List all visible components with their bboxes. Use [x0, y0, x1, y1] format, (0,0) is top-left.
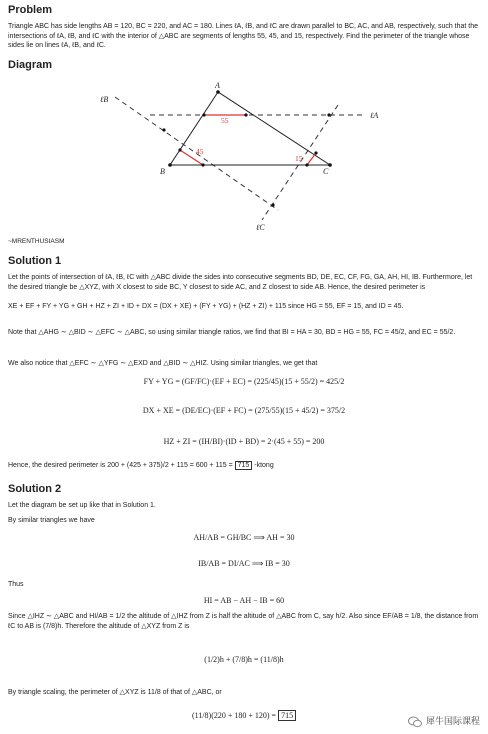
solution1-heading: Solution 1 — [8, 255, 62, 267]
point-H — [202, 113, 205, 116]
wechat-icon — [408, 716, 422, 728]
point-D — [201, 163, 204, 166]
point-B — [168, 163, 172, 167]
solution2-p3: Since △IHZ ∼ △ABC and HI/AB = 1/2 the altitude of △IHZ from Z is half the altitude of △ABC from C, say h/2. Also since EF/AB = 1/8, the distance from ℓC to AB is (7/8)h. Therefore the altitude of △XYZ from Z is — [8, 613, 479, 630]
label-lA: ℓA — [370, 111, 379, 120]
solution1-p3: Note that △AHG ∼ △BID ∼ △EFC ∼ △ABC, so using similar triangle ratios, we find that BI = HA = 30, BD = HG = 55, FC = 45/2, and EC = 55/2. — [8, 329, 456, 336]
label-C: C — [323, 167, 329, 176]
solution2-eq5-text: (11/8)(220 + 180 + 120) = — [191, 711, 277, 720]
solution2-eq2: IB/AB = DI/AC ⟹ IB = 30 — [198, 559, 290, 568]
solution2-p2: By similar triangles we have — [8, 517, 95, 524]
solution1-eq2: DX + XE = (DE/EC)·(EF + FC) = (275/55)(15 + 45/2) = 375/2 — [142, 406, 346, 415]
label-15: 15 — [295, 154, 303, 163]
point-A — [216, 90, 220, 94]
point-Y — [327, 113, 330, 116]
solution2-eq4: (1/2)h + (7/8)h = (11/8)h — [204, 655, 284, 664]
label-A: A — [215, 81, 220, 90]
point-Z — [162, 128, 165, 131]
solution2-heading: Solution 2 — [8, 483, 62, 495]
point-C — [328, 163, 332, 167]
solution2-answer-box: 715 — [278, 710, 296, 721]
solution1-author: -ktong — [254, 462, 274, 469]
point-F — [314, 151, 317, 154]
solution1-p2: XE + EF + FY + YG + GH + HZ + ZI + ID + DX = (DX + XE) + (FY + YG) + (HZ + ZI) + 115 since HG = 55, EF = 15, and ID = 45. — [8, 303, 404, 310]
diagram-credit: ~MRENTHUSIASM — [8, 238, 65, 245]
label-lC: ℓC — [256, 223, 265, 232]
solution2-eq1: AH/AB = GH/BC ⟹ AH = 30 — [193, 533, 295, 542]
watermark-text: 犀牛国际课程 — [425, 716, 480, 727]
solution2-thus: Thus — [8, 581, 24, 588]
watermark — [408, 716, 480, 728]
point-G — [244, 113, 247, 116]
solution1-eq1: FY + YG = (GF/FC)·(EF + EC) = (225/45)(15 + 55/2) = 425/2 — [143, 377, 345, 386]
label-45: 45 — [196, 147, 204, 156]
point-I — [178, 148, 181, 151]
solution2-eq3: HI = AB − AH − IB = 60 — [203, 596, 285, 605]
solution1-conclusion — [8, 461, 480, 471]
solution1-answer-box: 715 — [235, 461, 253, 470]
solution1-conclusion-text: Hence, the desired perimeter is 200 + (425 + 375)/2 + 115 = 600 + 115 = — [8, 462, 233, 469]
diagram-heading: Diagram — [8, 59, 53, 71]
solution1-p1: Let the points of intersection of ℓA, ℓB, ℓC with △ABC divide the sides into consecutive segments BD, DE, EC, CF, FG, GA, AH, HI, IB. Furthermore, let the desired triangle be △XYZ, with X closest to side BC, Y closest to side AC, and Z closest to side AB. Hence, the desired perimeter is — [8, 274, 473, 291]
solution2-p1: Let the diagram be set up like that in Solution 1. — [8, 502, 156, 509]
segment-15 — [307, 153, 316, 165]
solution1-eq3: HZ + ZI = (IH/BI)·(ID + BD) = 2·(45 + 55) = 200 — [163, 437, 325, 446]
triangle-diagram — [0, 75, 488, 235]
point-X — [271, 203, 274, 206]
solution1-p4: We also notice that △EFC ∼ △YFG ∼ △EXD and △BID ∼ △HIZ. Using similar triangles, we get that — [8, 360, 318, 367]
solution2-p4: By triangle scaling, the perimeter of △XYZ is 11/8 of that of △ABC, or — [8, 689, 222, 696]
point-E — [305, 163, 308, 166]
problem-heading: Problem — [8, 4, 53, 16]
label-55: 55 — [221, 116, 229, 125]
label-B: B — [160, 167, 165, 176]
label-lB: ℓB — [100, 95, 109, 104]
problem-statement: Triangle ABC has side lengths AB = 120, BC = 220, and AC = 180. Lines ℓA, ℓB, and ℓC are drawn parallel to BC, AC, and AB, respectively, such that the intersections of ℓA, ℓB, and ℓC with the interior of △ABC are segments of lengths 55, 45, and 15, respectively. Find the perimeter of the triangle whose sides lie on lines ℓA, ℓB, and ℓC. — [8, 23, 479, 50]
